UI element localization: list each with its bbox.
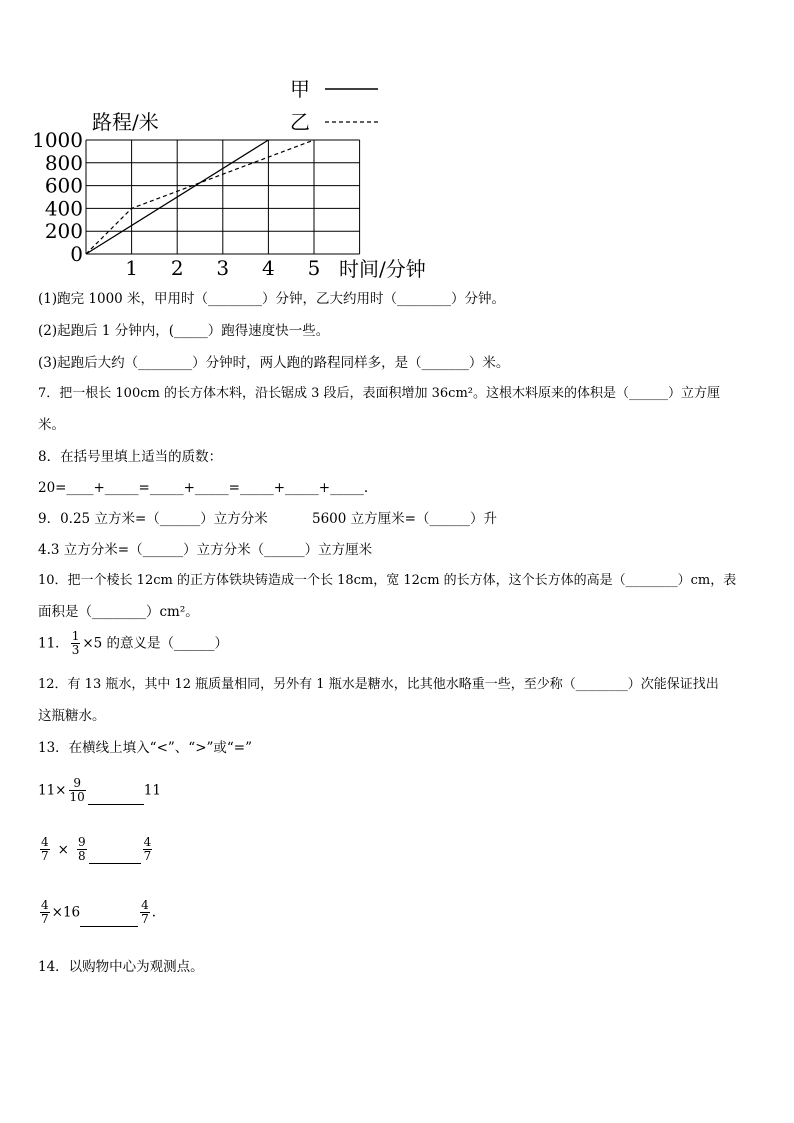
y-tick-label: 600: [44, 173, 83, 198]
q13-e2-n1: 4: [41, 835, 49, 849]
q12-line1: 12．有 13 瓶水，其中 12 瓶质量相同，另外有 1 瓶水是糖水，比其他水略重一些，至少称（________）次能保证找出: [38, 677, 719, 692]
q10-line1: 10．把一个棱长 12cm 的正方体铁块铸造成一个长 18cm，宽 12cm 的长方体，这个长方体的高是（________）cm，表: [38, 573, 737, 588]
x-tick-label: 5: [307, 256, 321, 280]
q13-e3-n2: 4: [141, 898, 149, 912]
q13-e2-op: ×: [57, 841, 69, 858]
y-tick-label: 400: [44, 196, 83, 221]
q13-e2-n3: 4: [143, 835, 152, 849]
q13-e2-d2: 8: [77, 849, 86, 863]
chart-grid: [86, 140, 360, 254]
q11-numerator: 1: [71, 629, 80, 643]
q11-fraction: [71, 630, 81, 657]
q11-prefix: 11．: [38, 635, 69, 652]
y-axis-label: 路程/米: [92, 110, 159, 134]
q8-line: 20=____+_____=_____+_____=_____+_____+_____.: [38, 480, 369, 496]
q13-e3-op: ×16: [51, 904, 81, 921]
q13-e2-frac2: [77, 836, 87, 863]
chart-ticks: [32, 128, 320, 280]
q13-e3-n1: 4: [41, 898, 49, 912]
y-tick-label: 200: [44, 219, 83, 244]
q13-e2-blank[interactable]: [89, 849, 141, 864]
q13-expr2: [38, 835, 154, 864]
q13-e1-num: 9: [69, 777, 86, 791]
x-tick-label: 2: [170, 256, 184, 280]
q13-e2-frac1: [40, 836, 50, 863]
y-tick-label: 0: [70, 242, 83, 266]
q6-part3: (3)起跑后大约（________）分钟时，两人跑的路程同样多，是（_______）米。: [38, 355, 510, 371]
q7-line2: 米。: [38, 417, 65, 433]
chart-series: [86, 140, 314, 254]
q13-e2-d3: 7: [143, 849, 152, 863]
q13-e1-a: 11×: [38, 782, 67, 799]
q13-e1-den: 10: [69, 790, 85, 804]
q9-line1b: 5600 立方厘米=（______）升: [312, 511, 497, 527]
y-tick-label: 1000: [32, 128, 83, 152]
q8-title: 8．在括号里填上适当的质数：: [38, 449, 223, 465]
q11: [38, 630, 228, 657]
q6-part2: (2)起跑后 1 分钟内，(_____）跑得速度快一些。: [38, 323, 330, 339]
q9-line1a: 9．0.25 立方米=（______）立方分米: [38, 511, 268, 527]
y-tick-label: 800: [44, 150, 83, 175]
q13-e2-n2: 9: [77, 835, 86, 849]
x-tick-label: 1: [125, 256, 138, 280]
q11-denominator: 3: [71, 643, 80, 657]
legend-label-jia: 甲: [290, 77, 310, 101]
q13-e2-d1: 7: [41, 849, 49, 863]
x-tick-label: 3: [216, 256, 230, 280]
q13-title: 13．在横线上填入“<”、“>”或“=”: [38, 740, 253, 756]
series-line-yi: [86, 140, 314, 254]
q11-suffix: ×5 的意义是（______）: [82, 635, 229, 652]
q13-e3-d1: 7: [41, 912, 49, 926]
q13-e3-end: .: [151, 904, 157, 921]
distance-time-chart: [0, 0, 794, 290]
q7-line1: 7．把一根长 100cm 的长方体木料，沿长锯成 3 段后，表面积增加 36cm²。这根木料原来的体积是（______）立方厘: [38, 386, 720, 401]
q13-e3-frac1: [40, 899, 50, 926]
q6-part1: (1)跑完 1000 米，甲用时（________）分钟，乙大约用时（________）分钟。: [38, 291, 506, 307]
q13-e3-frac2: [140, 899, 150, 926]
x-tick-label: 4: [262, 256, 275, 280]
q12-line2: 这瓶糖水。: [38, 708, 106, 724]
q13-e1-b: 11: [143, 782, 161, 799]
q13-e3-blank[interactable]: [80, 912, 138, 927]
q13-e3-d2: 7: [141, 912, 149, 926]
x-axis-label: 时间/分钟: [339, 257, 426, 281]
legend: [290, 77, 378, 134]
q13-e2-frac3: [143, 836, 153, 863]
q13-expr1: [38, 776, 161, 805]
q13-e1-blank[interactable]: [88, 790, 144, 805]
q13-e1-fraction: [69, 777, 86, 804]
legend-label-yi: 乙: [290, 110, 310, 134]
q10-line2: 面积是（________）cm²。: [38, 604, 199, 620]
q13-expr3: [38, 898, 156, 927]
q14-line: 14．以购物中心为观测点。: [38, 959, 204, 975]
q9-line2: 4.3 立方分米=（______）立方分米（______）立方厘米: [38, 542, 373, 558]
